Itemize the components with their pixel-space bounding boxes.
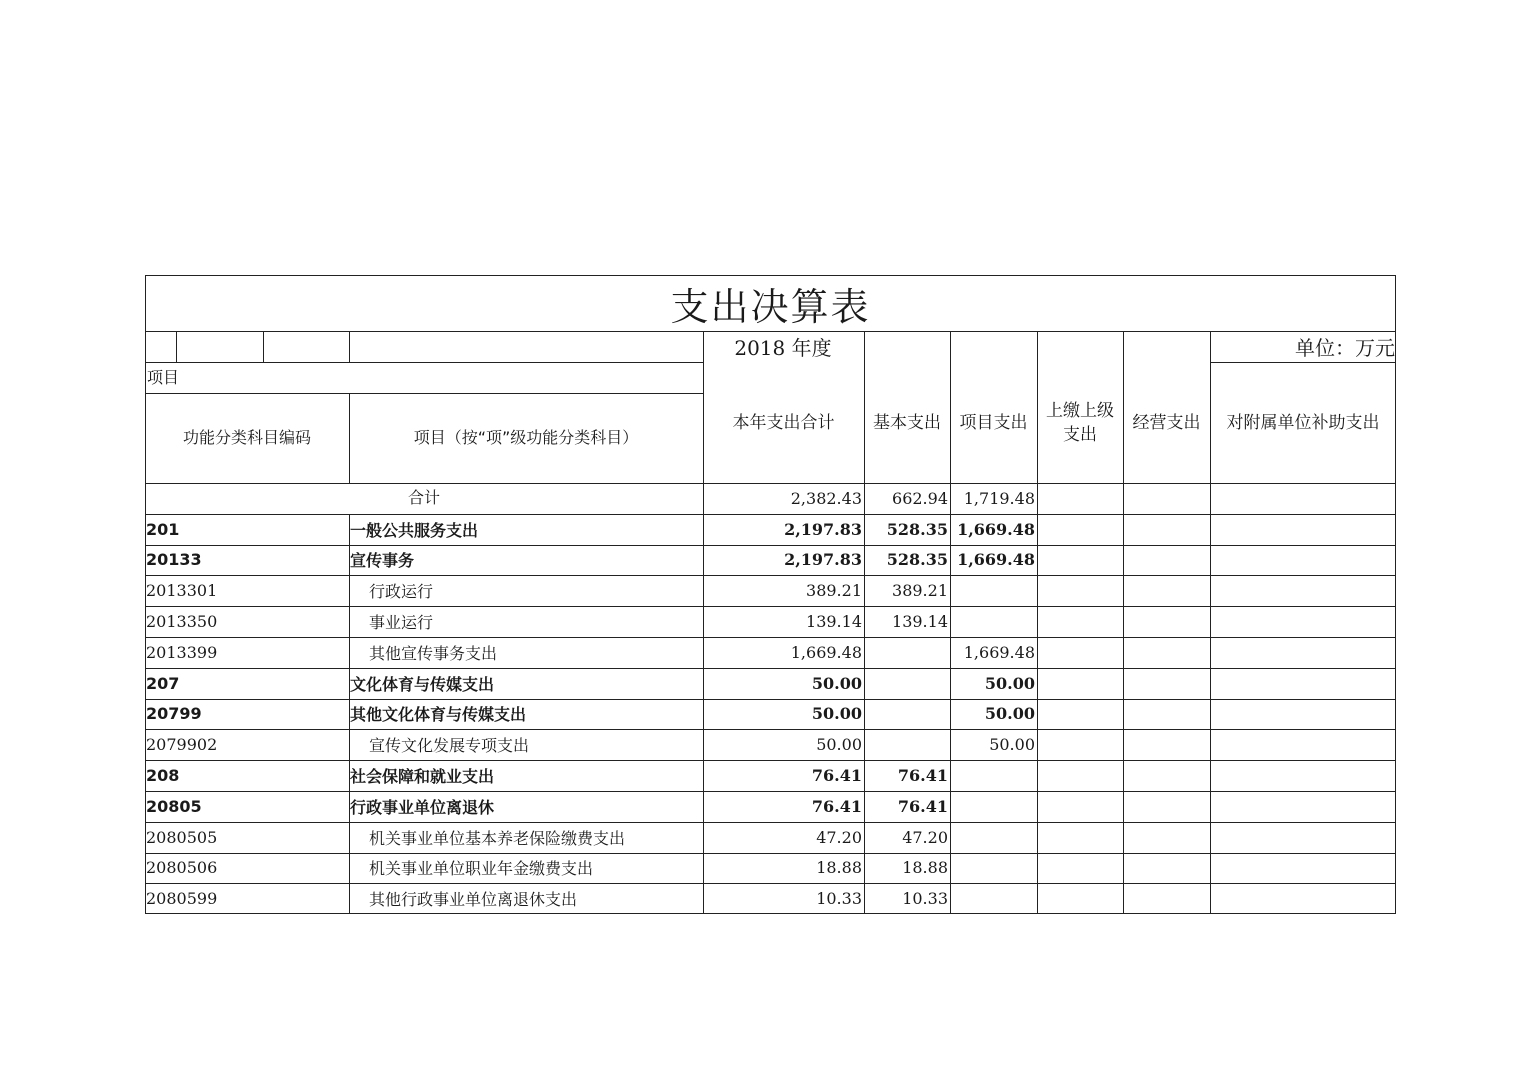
header-code: 功能分类科目编码: [182, 428, 311, 447]
grid-hline: [145, 545, 1396, 546]
row-item: 50.00: [984, 673, 1035, 693]
header-name: 项目（按“项”级功能分类科目）: [413, 428, 639, 447]
grid-vline: [864, 331, 865, 362]
row-name: 其他行政事业单位离退休支出: [369, 890, 578, 910]
row-code: 207: [146, 673, 180, 693]
row-total: 50.00: [811, 704, 862, 724]
row-code: 2080506: [146, 858, 218, 878]
row-name: 其他宣传事务支出: [369, 643, 498, 663]
row-item: [950, 575, 1037, 606]
border-top: [145, 275, 1396, 276]
row-item: [950, 883, 1037, 914]
row-code: 2013350: [146, 612, 218, 632]
grid-hline: [145, 637, 1396, 638]
grid-hline: [145, 853, 1396, 854]
row-code: 2079902: [146, 735, 218, 755]
grid-hline: [145, 483, 1396, 484]
grid-hline: [145, 362, 703, 363]
grid-vline: [1123, 331, 1124, 362]
grid-vline: [864, 362, 865, 483]
row-name: 社会保障和就业支出: [350, 767, 495, 787]
row-name: 机关事业单位职业年金缴费支出: [369, 859, 594, 879]
row-name: 宣传文化发展专项支出: [369, 736, 530, 756]
header-business: 经营支出: [1132, 412, 1201, 433]
grid-hline: [1210, 362, 1396, 363]
row-basic: 18.88: [902, 858, 948, 878]
row-code: 2013399: [146, 642, 218, 662]
row-code: 208: [146, 766, 180, 786]
grid-hline: [145, 729, 1396, 730]
row-item: [950, 853, 1037, 884]
row-basic: 139.14: [892, 612, 948, 632]
row-code: 2080505: [146, 827, 218, 847]
row-total: 50.00: [811, 673, 862, 693]
row-item: [950, 606, 1037, 637]
header-basic: 基本支出: [873, 412, 941, 433]
grid-vline: [703, 362, 704, 483]
grid-hline: [145, 668, 1396, 669]
grid-vline: [1210, 483, 1211, 914]
row-basic: 662.94: [892, 488, 948, 508]
grid-hline: [145, 575, 1396, 576]
row-code: 20805: [146, 796, 202, 816]
grid-hline: [145, 760, 1396, 761]
border-right: [1395, 275, 1396, 914]
grid-vline: [950, 362, 951, 483]
header-upper: 上缴上级支出: [1046, 400, 1114, 445]
border-bottom: [145, 913, 1396, 914]
row-total: 139.14: [806, 612, 862, 632]
grid-vline: [1037, 483, 1038, 914]
grid-hline: [145, 822, 1396, 823]
row-item: [950, 791, 1037, 822]
grid-vline: [703, 331, 704, 362]
row-total: 2,382.43: [790, 488, 862, 508]
row-basic: 10.33: [902, 889, 948, 909]
row-sum-label: 合计: [407, 488, 440, 508]
row-basic: 76.41: [897, 766, 948, 786]
grid-vline: [1210, 331, 1211, 362]
row-total: 76.41: [811, 766, 862, 786]
grid-vline: [1123, 483, 1124, 914]
grid-hline: [145, 699, 1396, 700]
row-basic: [864, 668, 950, 699]
grid-hline: [145, 514, 1396, 515]
expenditure-table: [145, 275, 1396, 914]
row-name: 一般公共服务支出: [350, 520, 479, 540]
row-code: 2080599: [146, 889, 218, 909]
row-total: 2,197.83: [784, 519, 862, 539]
row-total: 2,197.83: [784, 550, 862, 570]
grid-vline: [1123, 362, 1124, 483]
row-basic: 389.21: [892, 581, 948, 601]
row-total: 76.41: [811, 796, 862, 816]
row-item: 1,669.48: [957, 519, 1035, 539]
row-total: 47.20: [816, 827, 862, 847]
row-basic: 76.41: [897, 796, 948, 816]
row-total: 50.00: [816, 735, 862, 755]
row-code: 201: [146, 519, 180, 539]
grid-vline: [1210, 362, 1211, 483]
row-code: 20799: [146, 704, 202, 724]
grid-hline: [145, 393, 703, 394]
header-subsidy: 对附属单位补助支出: [1226, 412, 1380, 433]
header-project: 项目: [147, 367, 180, 387]
header-total: 本年支出合计: [732, 412, 835, 433]
grid-vline: [1037, 362, 1038, 483]
grid-vline: [1037, 331, 1038, 362]
row-name: 其他文化体育与传媒支出: [350, 705, 527, 725]
header-item: 项目支出: [959, 412, 1028, 433]
grid-vline: [349, 514, 350, 914]
row-code: 2013301: [146, 581, 218, 601]
border-left: [145, 275, 146, 914]
grid-vline: [176, 331, 177, 362]
row-name: 文化体育与传媒支出: [350, 674, 495, 694]
row-item: 50.00: [989, 735, 1035, 755]
grid-hline: [145, 791, 1396, 792]
grid-vline: [263, 331, 264, 362]
year-label: 2018 年度: [734, 336, 832, 360]
row-basic: [864, 729, 950, 760]
grid-vline: [349, 393, 350, 483]
grid-vline: [950, 483, 951, 914]
grid-hline: [145, 606, 1396, 607]
grid-hline: [145, 883, 1396, 884]
row-basic: 47.20: [902, 827, 948, 847]
row-basic: [864, 699, 950, 730]
row-item: 1,669.48: [963, 642, 1035, 662]
grid-vline: [950, 331, 951, 362]
row-item: [950, 760, 1037, 791]
row-total: 10.33: [816, 889, 862, 909]
grid-hline: [145, 331, 1396, 332]
grid-vline: [349, 331, 350, 362]
row-basic: 528.35: [886, 519, 948, 539]
unit-label: 单位：万元: [1295, 336, 1395, 360]
row-item: [950, 822, 1037, 853]
row-name: 行政运行: [369, 582, 434, 602]
grid-vline: [864, 483, 865, 914]
row-item: 1,719.48: [963, 488, 1035, 508]
grid-vline: [703, 483, 704, 914]
row-name: 宣传事务: [350, 551, 415, 571]
row-item: 50.00: [984, 704, 1035, 724]
row-basic: [864, 637, 950, 668]
table-title: 支出决算表: [670, 284, 871, 329]
row-name: 机关事业单位基本养老保险缴费支出: [369, 828, 626, 848]
row-item: 1,669.48: [957, 550, 1035, 570]
row-total: 1,669.48: [790, 642, 862, 662]
row-name: 事业运行: [369, 613, 434, 633]
row-total: 18.88: [816, 858, 862, 878]
row-total: 389.21: [806, 581, 862, 601]
row-name: 行政事业单位离退休: [350, 797, 495, 817]
row-basic: 528.35: [886, 550, 948, 570]
row-code: 20133: [146, 550, 202, 570]
